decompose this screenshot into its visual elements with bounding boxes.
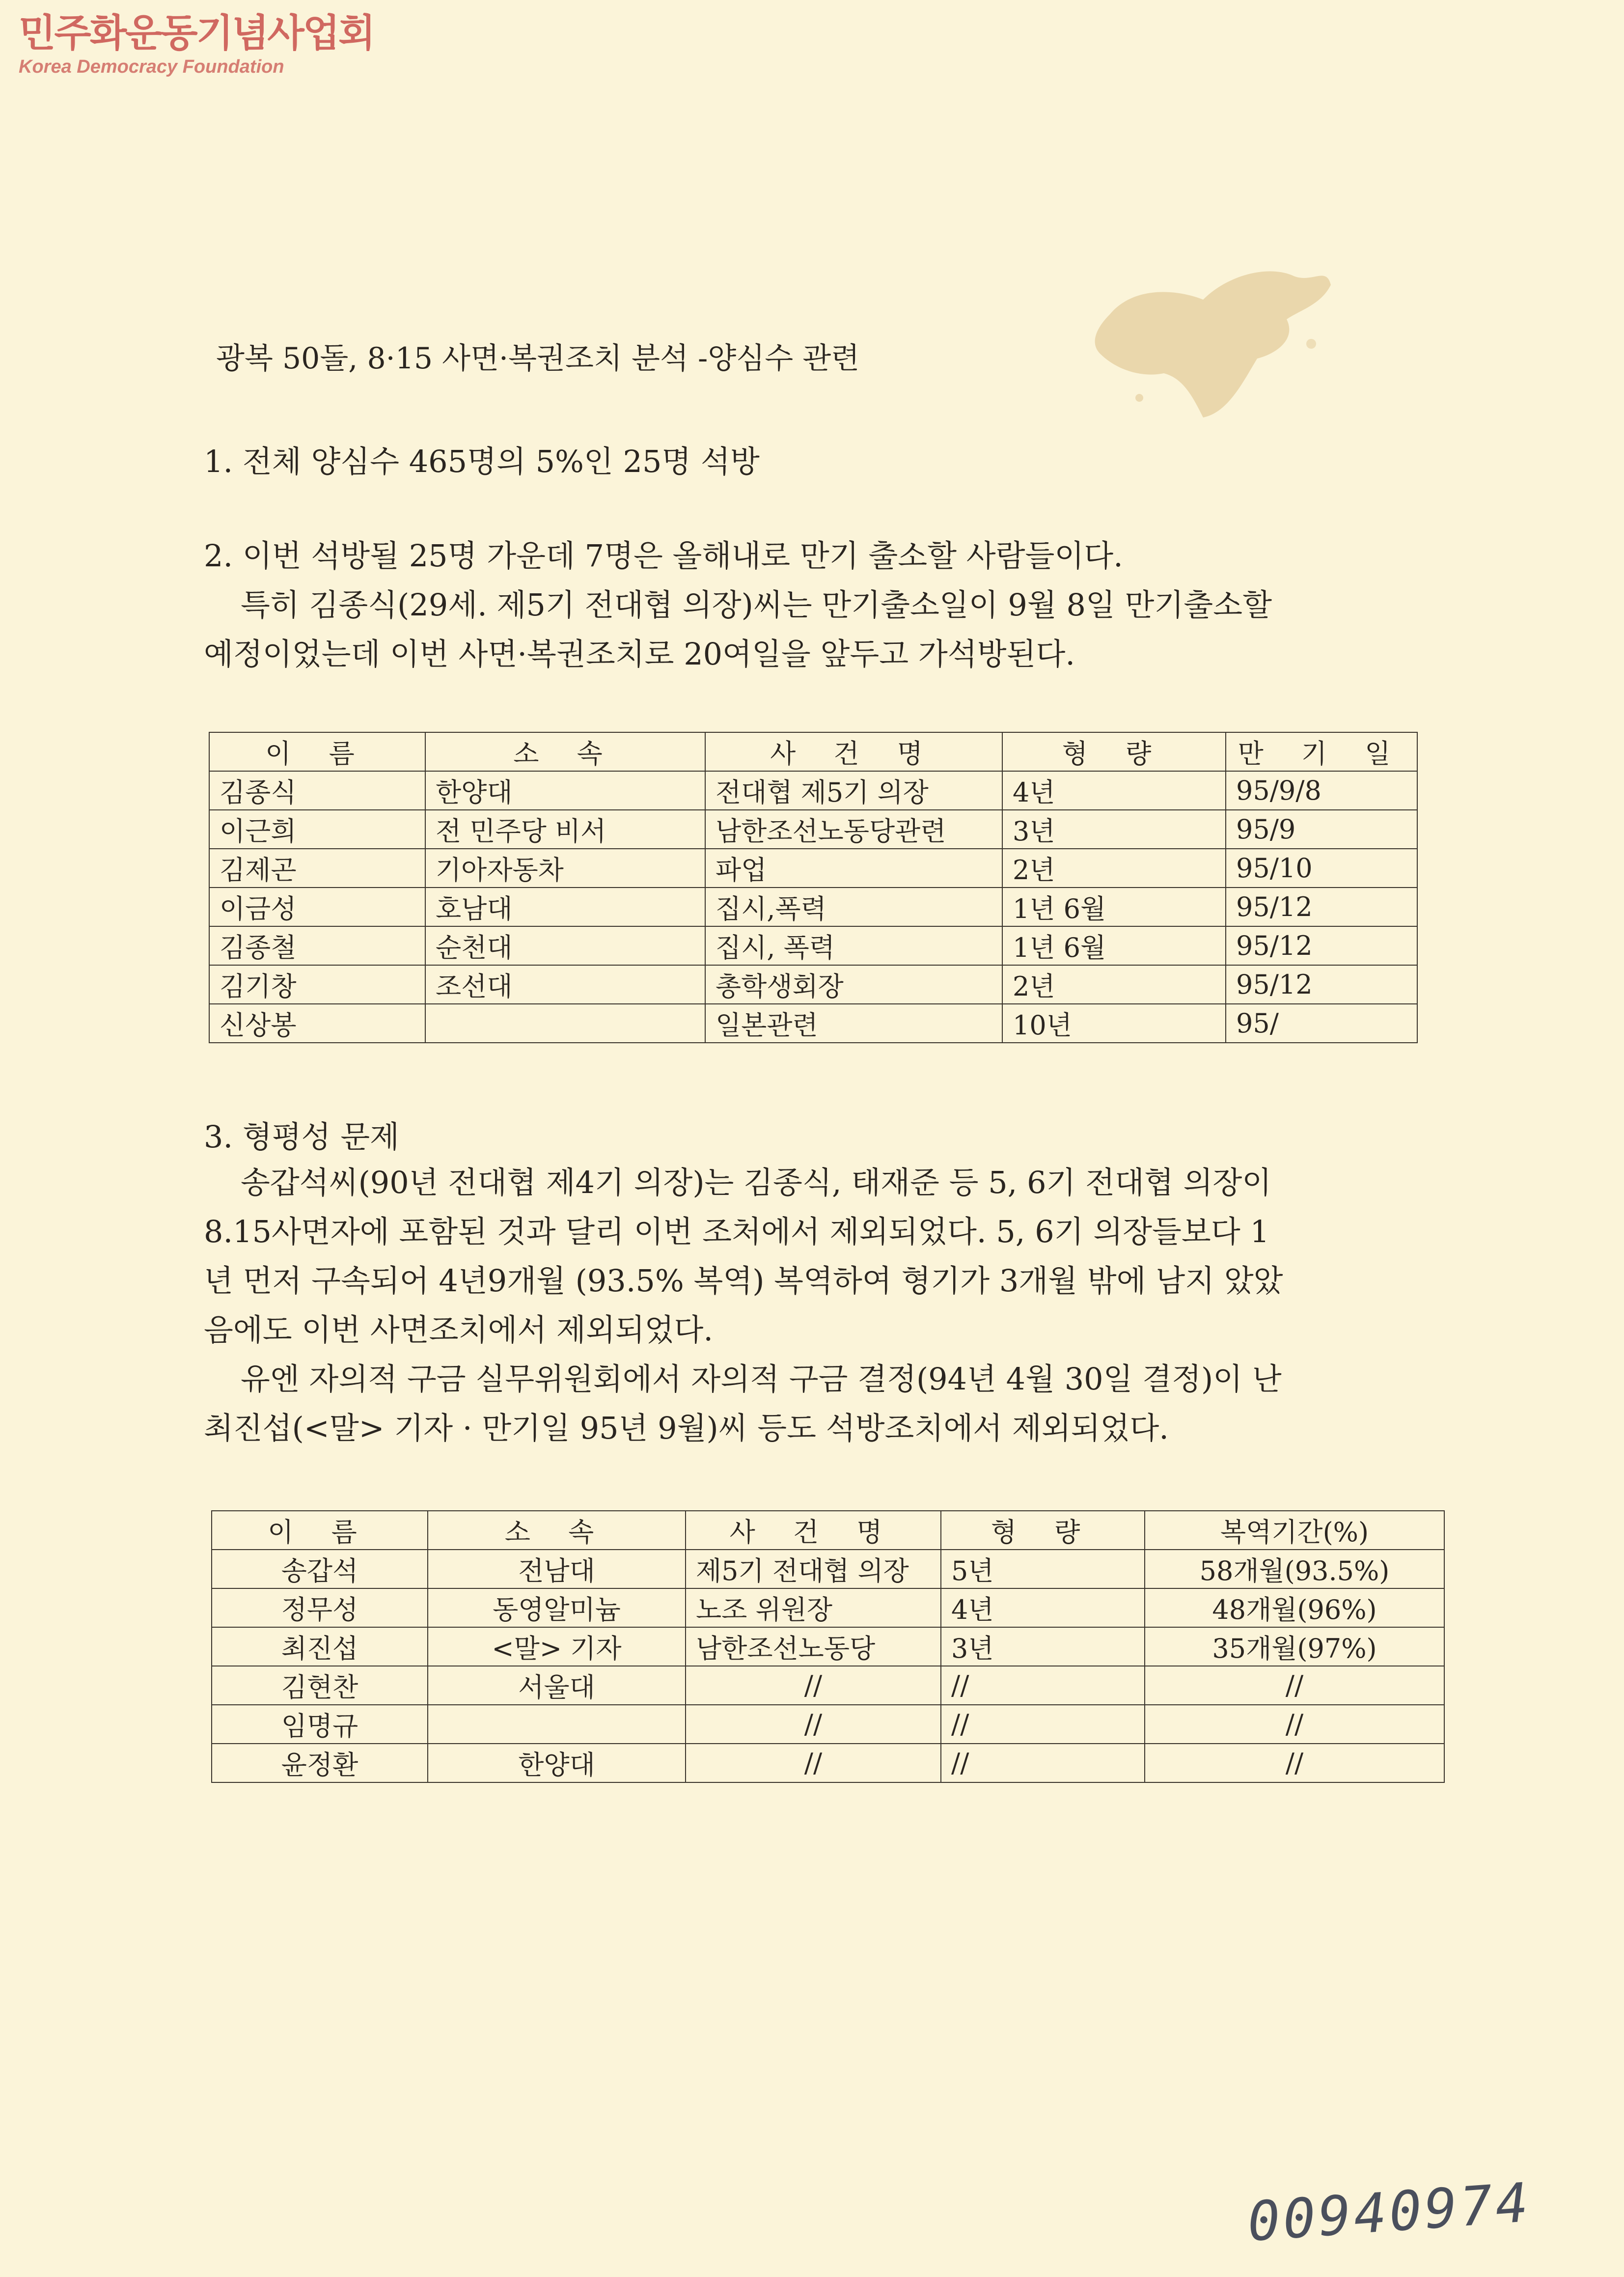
header-case: 사 건 명 bbox=[705, 732, 1002, 771]
cell-name: 김기창 bbox=[209, 965, 425, 1004]
table-row bbox=[209, 1004, 1417, 1043]
cell-name: 김종식 bbox=[209, 771, 425, 810]
cell-release-date: 95/9/8 bbox=[1226, 771, 1417, 810]
cell-affiliation: 전남대 bbox=[428, 1550, 686, 1588]
cell-served-period: 35개월(97%) bbox=[1145, 1627, 1444, 1666]
cell-sentence: 5년 bbox=[941, 1550, 1145, 1588]
header-affiliation: 소 속 bbox=[428, 1511, 686, 1550]
foundation-logo bbox=[19, 11, 374, 78]
cell-affiliation: 호남대 bbox=[425, 888, 705, 926]
paragraph-line: 유엔 자의적 구금 실무위원회에서 자의적 구금 결정(94년 4월 30일 결정)이 난 bbox=[241, 1361, 1282, 1397]
cell-affiliation: 순천대 bbox=[425, 926, 705, 965]
cell-release-date: 95/9 bbox=[1226, 810, 1417, 849]
cell-case: 제5기 전대협 의장 bbox=[686, 1550, 941, 1588]
cell-served-period: // bbox=[1145, 1744, 1444, 1782]
cell-sentence: 3년 bbox=[941, 1627, 1145, 1666]
cell-affiliation: <말> 기자 bbox=[428, 1627, 686, 1666]
cell-sentence: 1년 6월 bbox=[1002, 888, 1226, 926]
cell-served-period: // bbox=[1145, 1666, 1444, 1705]
cell-affiliation bbox=[428, 1705, 686, 1744]
table-header-row bbox=[212, 1511, 1444, 1550]
cell-sentence: 4년 bbox=[1002, 771, 1226, 810]
cell-name: 최진섭 bbox=[212, 1627, 428, 1666]
cell-sentence: 2년 bbox=[1002, 965, 1226, 1004]
cell-sentence: 3년 bbox=[1002, 810, 1226, 849]
document-title: 광복 50돌, 8·15 사면·복권조치 분석 -양심수 관련 bbox=[216, 341, 860, 376]
cell-release-date: 95/12 bbox=[1226, 965, 1417, 1004]
table-row bbox=[209, 965, 1417, 1004]
cell-release-date: 95/12 bbox=[1226, 926, 1417, 965]
cell-case: 총학생회장 bbox=[705, 965, 1002, 1004]
logo-english: Korea Democracy Foundation bbox=[19, 56, 284, 77]
cell-name: 이근희 bbox=[209, 810, 425, 849]
cell-served-period: 48개월(96%) bbox=[1145, 1588, 1444, 1627]
cell-name: 임명규 bbox=[212, 1705, 428, 1744]
section-2-paragraph bbox=[204, 531, 1272, 679]
logo-korean: 민주화운동기념사업회 bbox=[19, 11, 374, 56]
table-row bbox=[209, 888, 1417, 926]
header-case: 사 건 명 bbox=[686, 1511, 941, 1550]
table-row bbox=[212, 1550, 1444, 1588]
cell-served-period: // bbox=[1145, 1705, 1444, 1744]
section-3-paragraph bbox=[204, 1158, 1283, 1453]
header-served-period: 복역기간(%) bbox=[1145, 1511, 1444, 1550]
cell-release-date: 95/10 bbox=[1226, 849, 1417, 888]
cell-name: 정무성 bbox=[212, 1588, 428, 1627]
cell-name: 윤정환 bbox=[212, 1744, 428, 1782]
cell-case: 전대협 제5기 의장 bbox=[705, 771, 1002, 810]
paragraph-line: 특히 김종식(29세. 제5기 전대협 의장)씨는 만기출소일이 9월 8일 만기출소할 bbox=[241, 587, 1272, 623]
cell-sentence: 4년 bbox=[941, 1588, 1145, 1627]
cell-sentence: 2년 bbox=[1002, 849, 1226, 888]
cell-affiliation: 기아자동차 bbox=[425, 849, 705, 888]
table-row bbox=[212, 1588, 1444, 1627]
section-3-heading: 3. 형평성 문제 bbox=[204, 1119, 400, 1155]
cell-sentence: // bbox=[941, 1705, 1145, 1744]
table-row bbox=[212, 1627, 1444, 1666]
header-sentence: 형 량 bbox=[1002, 732, 1226, 771]
release-table bbox=[209, 732, 1418, 1043]
cell-name: 이금성 bbox=[209, 888, 425, 926]
cell-case: 파업 bbox=[705, 849, 1002, 888]
table-row bbox=[209, 771, 1417, 810]
cell-sentence: 10년 bbox=[1002, 1004, 1226, 1043]
cell-case: 집시,폭력 bbox=[705, 888, 1002, 926]
cell-name: 김제곤 bbox=[209, 849, 425, 888]
table-row bbox=[212, 1744, 1444, 1782]
cell-affiliation: 동영알미늄 bbox=[428, 1588, 686, 1627]
cell-case: // bbox=[686, 1666, 941, 1705]
cell-name: 김현찬 bbox=[212, 1666, 428, 1705]
table-row bbox=[209, 926, 1417, 965]
excluded-table bbox=[211, 1510, 1445, 1783]
header-name: 이 름 bbox=[209, 732, 425, 771]
cell-sentence: 1년 6월 bbox=[1002, 926, 1226, 965]
header-sentence: 형 량 bbox=[941, 1511, 1145, 1550]
cell-affiliation: 한양대 bbox=[428, 1744, 686, 1782]
paragraph-line: 년 먼저 구속되어 4년9개월 (93.5% 복역) 복역하여 형기가 3개월 밖에 남지 았았 bbox=[204, 1263, 1283, 1299]
cell-name: 송갑석 bbox=[212, 1550, 428, 1588]
table-row bbox=[212, 1666, 1444, 1705]
cell-sentence: // bbox=[941, 1744, 1145, 1782]
table-header-row bbox=[209, 732, 1417, 771]
cell-case: // bbox=[686, 1744, 941, 1782]
cell-affiliation: 조선대 bbox=[425, 965, 705, 1004]
cell-case: 남한조선노동당관련 bbox=[705, 810, 1002, 849]
paper-stain bbox=[1080, 255, 1336, 432]
cell-case: // bbox=[686, 1705, 941, 1744]
paragraph-line: 송갑석씨(90년 전대협 제4기 의장)는 김종식, 태재준 등 5, 6기 전대협 의장이 bbox=[241, 1165, 1272, 1200]
table-row bbox=[209, 849, 1417, 888]
cell-case: 노조 위원장 bbox=[686, 1588, 941, 1627]
header-affiliation: 소 속 bbox=[425, 732, 705, 771]
cell-case: 남한조선노동당 bbox=[686, 1627, 941, 1666]
section-1: 1. 전체 양심수 465명의 5%인 25명 석방 bbox=[204, 444, 760, 479]
archive-number: 00940974 bbox=[1245, 2171, 1533, 2253]
cell-sentence: // bbox=[941, 1666, 1145, 1705]
paragraph-line: 음에도 이번 사면조치에서 제외되었다. bbox=[204, 1312, 714, 1348]
paragraph-line: 8.15사면자에 포함된 것과 달리 이번 조처에서 제외되었다. 5, 6기 의장들보다 1 bbox=[204, 1214, 1269, 1250]
paragraph-line: 예정이었는데 이번 사면·복권조치로 20여일을 앞두고 가석방된다. bbox=[204, 636, 1075, 672]
cell-case: 일본관련 bbox=[705, 1004, 1002, 1043]
cell-affiliation bbox=[425, 1004, 705, 1043]
cell-affiliation: 서울대 bbox=[428, 1666, 686, 1705]
paragraph-line: 2. 이번 석방될 25명 가운데 7명은 올해내로 만기 출소할 사람들이다. bbox=[204, 538, 1123, 574]
table-row bbox=[212, 1705, 1444, 1744]
paragraph-line: 최진섭(<말> 기자 · 만기일 95년 9월)씨 등도 석방조치에서 제외되었다. bbox=[204, 1410, 1169, 1446]
cell-release-date: 95/ bbox=[1226, 1004, 1417, 1043]
header-release-date: 만 기 일 bbox=[1226, 732, 1417, 771]
cell-affiliation: 한양대 bbox=[425, 771, 705, 810]
cell-name: 신상봉 bbox=[209, 1004, 425, 1043]
cell-name: 김종철 bbox=[209, 926, 425, 965]
table-row bbox=[209, 810, 1417, 849]
header-name: 이 름 bbox=[212, 1511, 428, 1550]
cell-served-period: 58개월(93.5%) bbox=[1145, 1550, 1444, 1588]
cell-case: 집시, 폭력 bbox=[705, 926, 1002, 965]
cell-affiliation: 전 민주당 비서 bbox=[425, 810, 705, 849]
cell-release-date: 95/12 bbox=[1226, 888, 1417, 926]
